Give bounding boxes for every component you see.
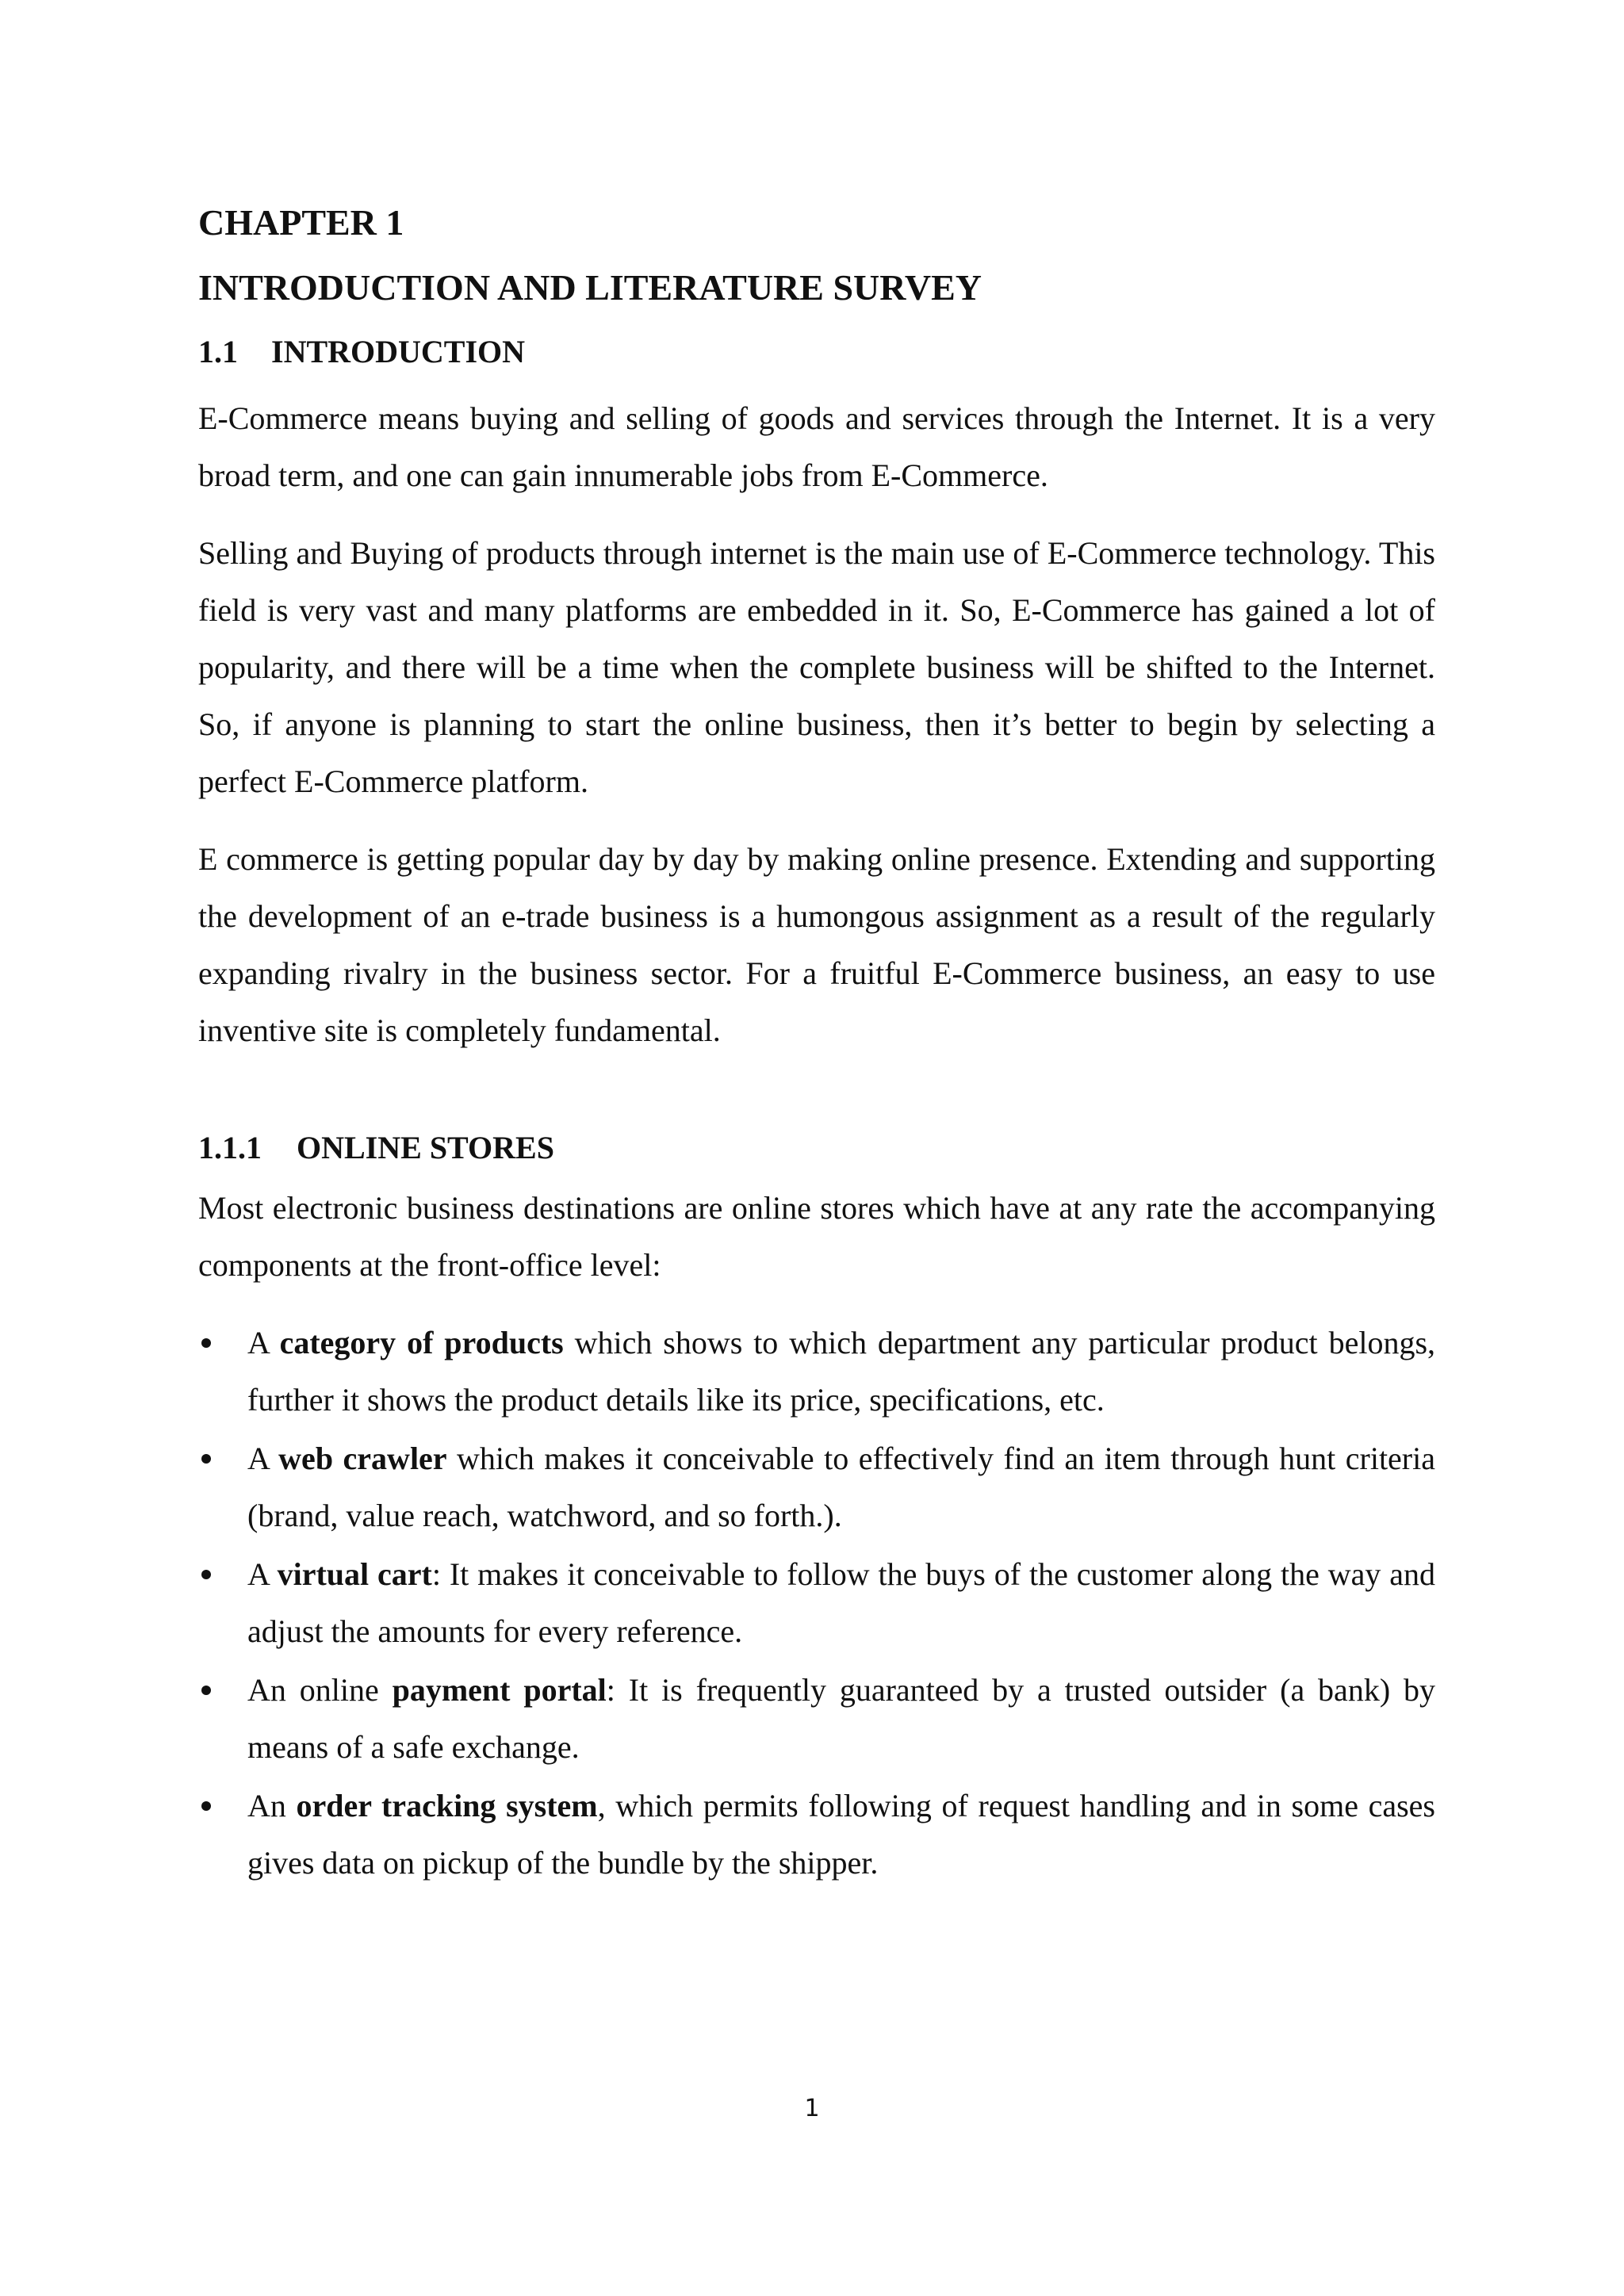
section-number: 1.1 [198, 334, 238, 369]
page-number: 1 [804, 2095, 820, 2122]
bullet-term: web crawler [278, 1441, 447, 1476]
paragraph: E commerce is getting popular day by day by making online presence. Extending and supporting the development of an e-trade business is a humongous assignment as a result of the regularly expanding rivalry in the business sector. For a fruitful E-Commerce business, an easy to use inventive site is completely fundamental. [198, 841, 1435, 1048]
subsection-intro: Most electronic business destinations are online stores which have at any rate the accompanying components at the front-office level: [198, 1190, 1435, 1283]
bullet-term: order tracking system [296, 1788, 598, 1823]
bullet-item: An online payment portal: It is frequently guaranteed by a trusted outsider (a bank) by means of a safe exchange. [198, 1662, 1435, 1776]
bullet-icon [201, 1570, 211, 1579]
bullet-icon [201, 1338, 211, 1348]
bullet-list [198, 1314, 1435, 1892]
chapter-subtitle: INTRODUCTION AND LITERATURE SURVEY [198, 267, 982, 308]
chapter-title: CHAPTER 1 [198, 202, 404, 243]
bullet-icon [201, 1801, 211, 1811]
bullet-item: A category of products which shows to which department any particular product belongs, further it shows the product details like its price, specifications, etc. [198, 1314, 1435, 1429]
subsection-number: 1.1.1 [198, 1130, 262, 1165]
subsection-title: ONLINE STORES [297, 1130, 554, 1165]
paragraph: E-Commerce means buying and selling of goods and services through the Internet. It is a very broad term, and one can gain innumerable jobs from E-Commerce. [198, 400, 1435, 493]
bullet-term: payment portal [392, 1672, 607, 1708]
document-page [198, 190, 1435, 1893]
bullet-item: A web crawler which makes it conceivable to effectively find an item through hunt criteria (brand, value reach, watchword, and so forth.). [198, 1430, 1435, 1544]
section-title: INTRODUCTION [271, 334, 526, 369]
bullet-icon [201, 1454, 211, 1464]
bullet-term: category of products [279, 1325, 564, 1360]
bullet-term: virtual cart [277, 1556, 432, 1592]
section-heading [198, 320, 1435, 384]
bullet-item: An order tracking system, which permits following of request handling and in some cases gives data on pickup of the bundle by the shipper. [198, 1777, 1435, 1892]
bullet-icon [201, 1686, 211, 1695]
paragraph: Selling and Buying of products through internet is the main use of E-Commerce technology. This field is very vast and many platforms are embedded in it. So, E-Commerce has gained a lot of popularity, and there will be a time when the complete business will be shifted to the Internet. So, if anyone is planning to start the online business, then it’s better to begin by selecting a perfect E-Commerce platform. [198, 535, 1435, 799]
bullet-item: A virtual cart: It makes it conceivable to follow the buys of the customer along the way and adjust the amounts for every reference. [198, 1546, 1435, 1660]
subsection-heading [198, 1116, 1435, 1180]
